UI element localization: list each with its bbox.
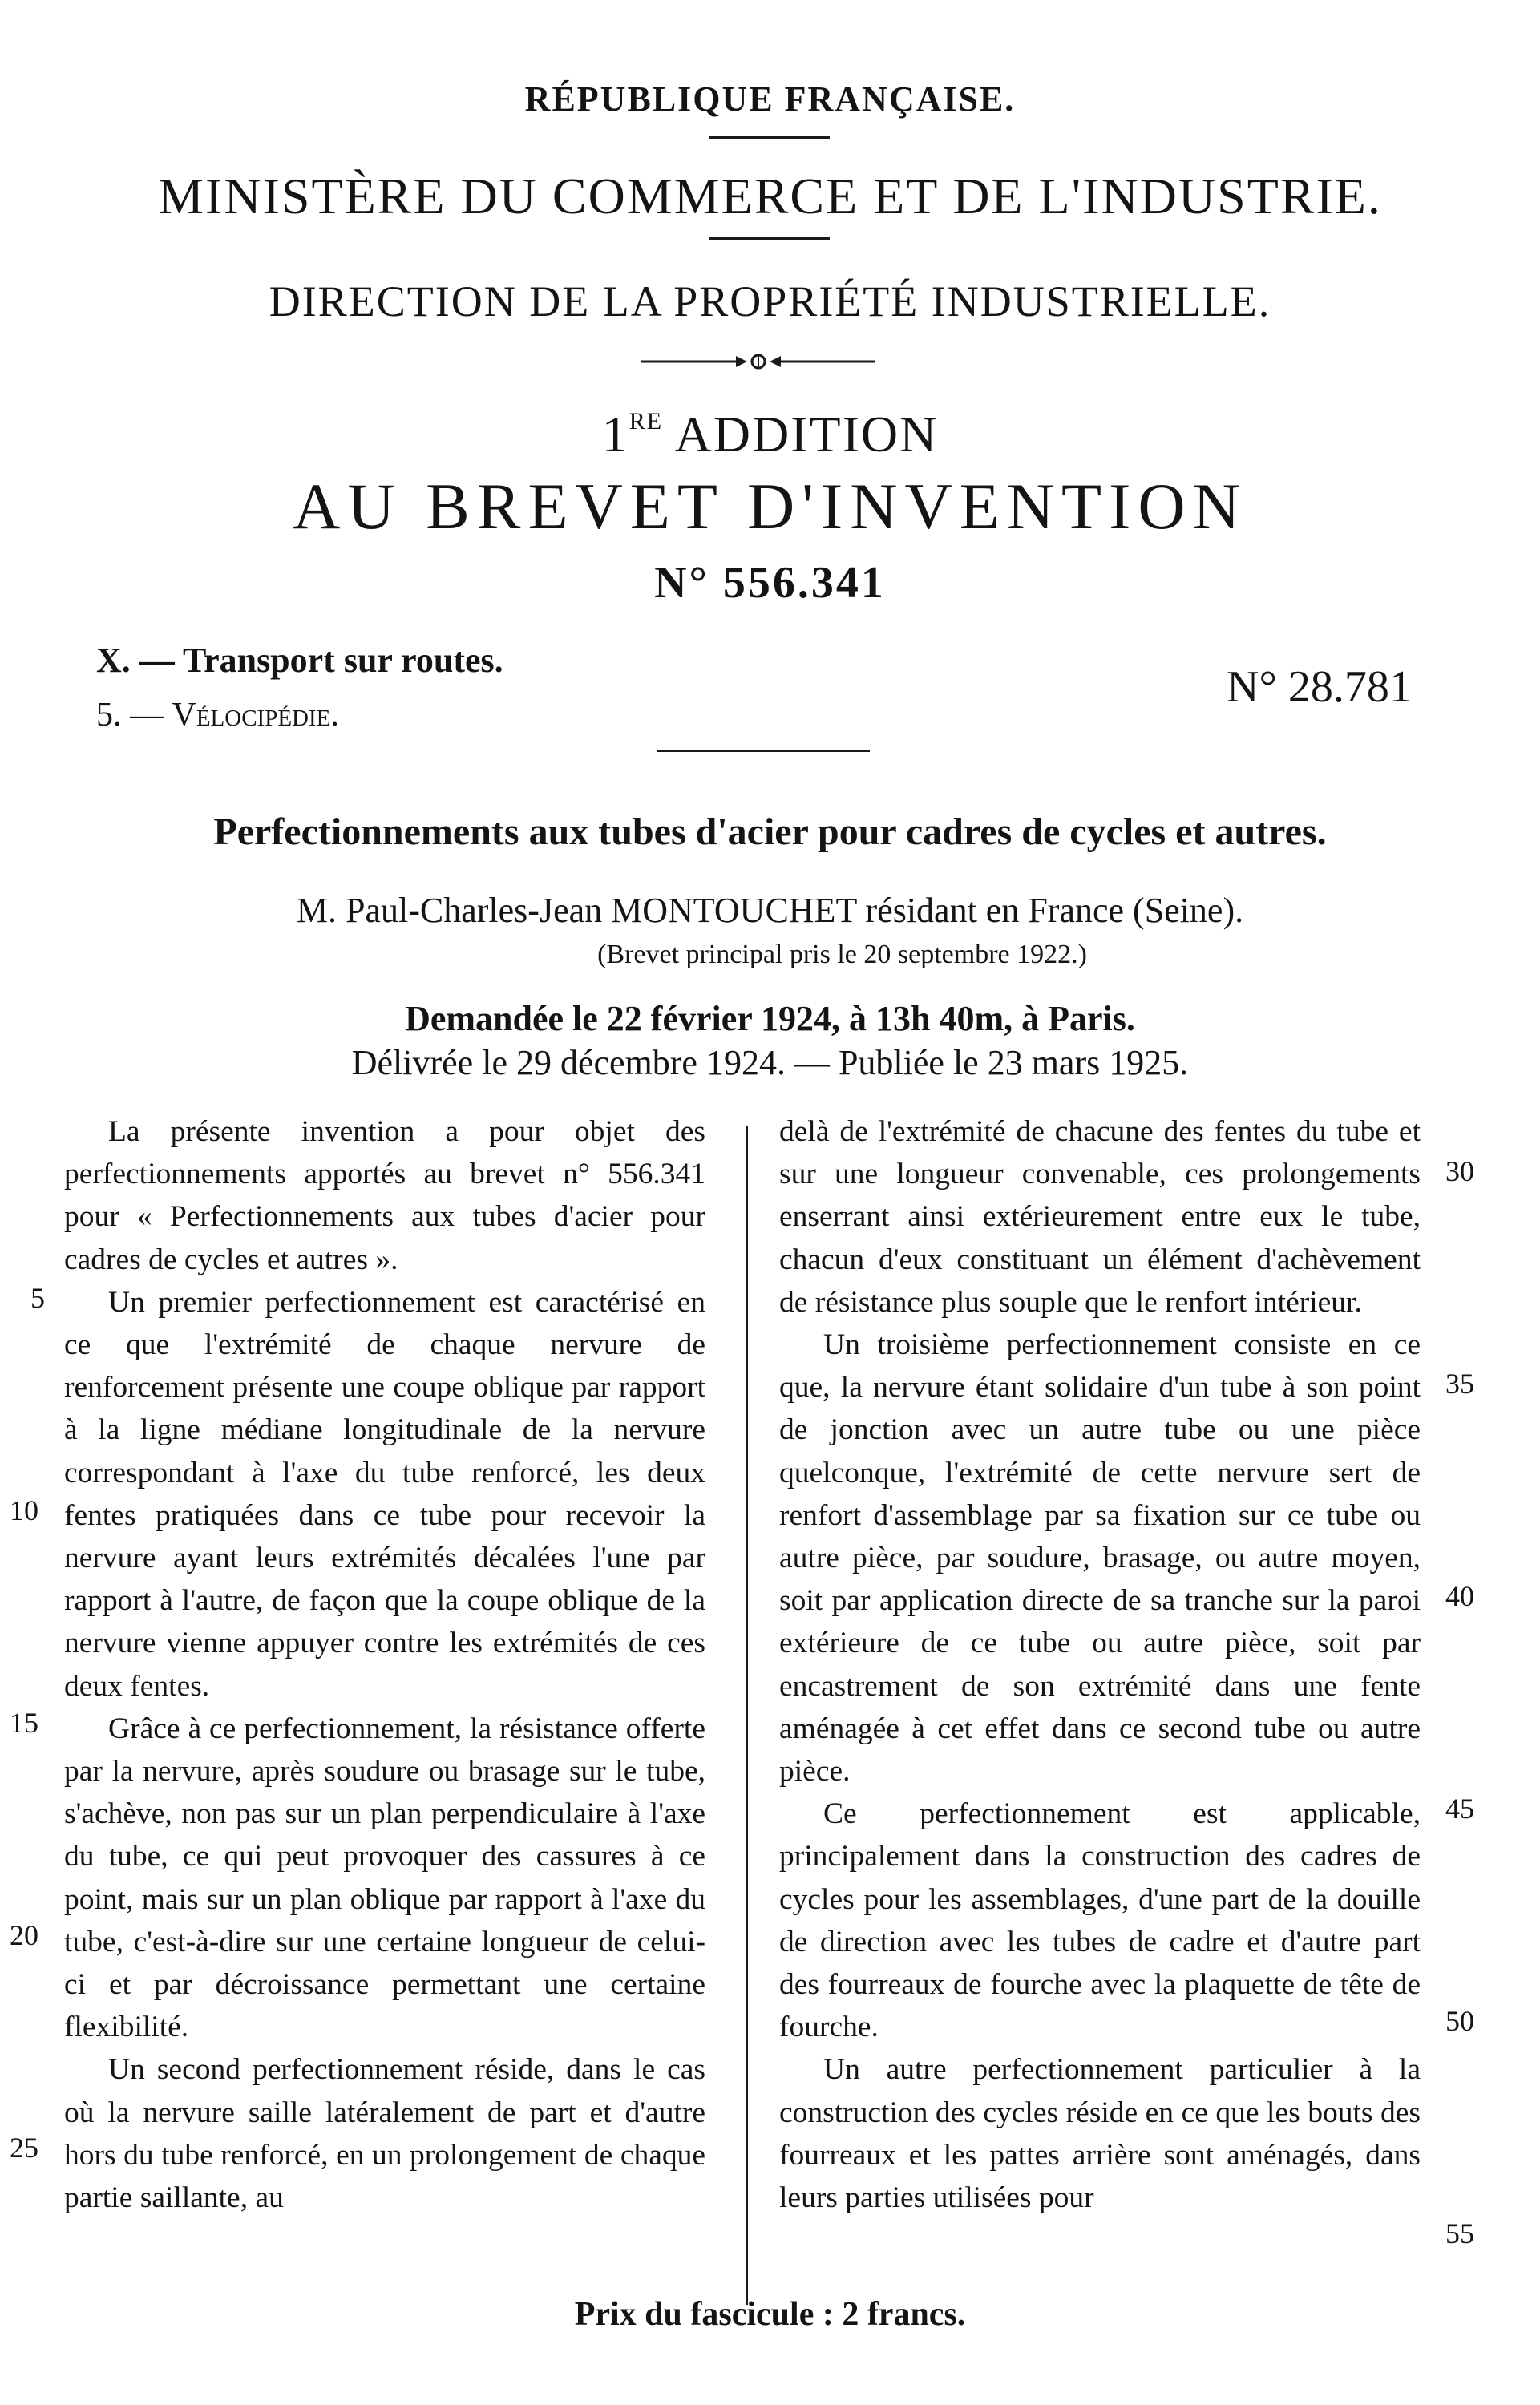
demandee-date: Demandée le 22 février 1924, à 13h 40m, à Paris. [405, 999, 1135, 1038]
body-right-column [779, 1110, 1421, 2219]
line-number: 30 [1445, 1155, 1474, 1187]
body-paragraph: Un troisième perfectionnement consiste en ce que, la nervure étant solidaire d'un tube à son point de jonction avec un autre tube ou une pièce quelconque, l'extrémité de cette nervure sert de renfort d'assemblage par sa fixation sur ce tube ou autre pièce, par soudure, brasage, ou autre moyen, soit par application directe de sa tranche sur la paroi extérieure de ce tube ou autre pièce, soit par encastrement de son extrémité dans une fente aménagée à cet effet dans ce second tube ou autre pièce. [779, 1328, 1421, 1789]
line-number: 55 [1445, 2217, 1474, 2249]
rule-under-ministere [709, 237, 830, 240]
addition-number: 1 [601, 406, 629, 463]
principal-patent-line: (Brevet principal pris le 20 septembre 1922.) [597, 940, 1087, 969]
addition-superscript: RE [629, 408, 664, 435]
ministere-heading: MINISTÈRE DU COMMERCE ET DE L'INDUSTRIE. [158, 168, 1382, 224]
line-number: 35 [1445, 1368, 1474, 1400]
line-number: 40 [1445, 1580, 1474, 1612]
classification-group: X. — Transport sur routes. [96, 641, 503, 680]
brevet-number: N° 556.341 [654, 558, 886, 608]
patent-number: N° 28.781 [1227, 662, 1412, 712]
body-paragraph: delà de l'extrémité de chacune des fentes du tube et sur une longueur convenable, ces prolongements enserrant ainsi extérieurement entre eux le tube, chacun d'eux constituant un élément d'achèvement de résistance plus souple que le renfort intérieur. [779, 1115, 1421, 1319]
brevet-heading: AU BREVET D'INVENTION [293, 470, 1247, 543]
patent-title: Perfectionnements aux tubes d'acier pour cadres de cycles et autres. [213, 810, 1327, 853]
classification-subgroup [96, 696, 339, 734]
body-paragraph: Ce perfectionnement est applicable, principalement dans la construction des cadres de cycles pour les assemblages, d'une part de la douille de direction avec les tubes de cadre et d'autre part des fourreaux de fourche avec la plaquette de tête de fourche. [779, 1797, 1421, 2044]
inventor-line: M. Paul-Charles-Jean MONTOUCHET résidant en France (Seine). [296, 891, 1244, 930]
rule-under-republique [709, 136, 830, 139]
addition-heading [128, 405, 1412, 464]
price-footer: Prix du fascicule : 2 francs. [574, 2296, 966, 2333]
republique-heading: RÉPUBLIQUE FRANÇAISE. [524, 79, 1016, 119]
addition-word: ADDITION [674, 406, 939, 463]
classification-subgroup-prefix: 5. — [96, 697, 172, 734]
body-paragraph: Grâce à ce perfectionnement, la résistance offerte par la nervure, après soudure ou brasage sur le tube, s'achève, non pas sur un plan perpendiculaire à l'axe du tube, ce qui peut provoquer des cassures à ce point, mais sur un plan oblique par rapport à l'axe du tube, c'est-à-dire sur une certaine longueur de celui-ci et par décroissance permettant une certaine flexibilité. [64, 1712, 705, 2044]
body-left-column [64, 1110, 705, 2219]
line-number: 10 [10, 1494, 38, 1526]
line-number: 45 [1445, 1793, 1474, 1825]
line-number: 50 [1445, 2005, 1474, 2037]
delivree-published-dates: Délivrée le 29 décembre 1924. — Publiée le 23 mars 1925. [351, 1043, 1189, 1082]
body-paragraph: Un second perfectionnement réside, dans le cas où la nervure saille latéralement de part et d'autre hors du tube renforcé, en un prolongement de chaque partie saillante, au [64, 2053, 705, 2215]
body-paragraph: Un autre perfectionnement particulier à la construction des cycles réside en ce que les bouts des fourreaux et les pattes arrière sont aménagés, dans leurs parties utilisées pour [779, 2053, 1421, 2215]
body-paragraph: La présente invention a pour objet des perfectionnements apportés au brevet n° 556.341 pour « Perfectionnements aux tubes d'acier pour cadres de cycles et autres ». [64, 1115, 705, 1276]
rule-above-title [657, 750, 870, 752]
ornament-divider [641, 353, 875, 370]
line-number: 15 [10, 1707, 38, 1739]
line-number: 20 [10, 1919, 38, 1951]
direction-heading: DIRECTION DE LA PROPRIÉTÉ INDUSTRIELLE. [269, 277, 1271, 325]
classification-subgroup-name: Vélocipédie. [172, 697, 339, 734]
column-divider [746, 1126, 748, 2305]
line-number: 5 [30, 1282, 45, 1314]
line-number: 25 [10, 2132, 38, 2164]
body-paragraph: Un premier perfectionnement est caractérisé en ce que l'extrémité de chaque nervure de renforcement présente une coupe oblique par rapport à la ligne médiane longitudinale de la nervure correspondant à l'axe du tube renforcé, les deux fentes pratiquées dans ce tube pour recevoir la nervure ayant leurs extrémités décalées l'une par rapport à l'autre, de façon que la coupe oblique de la nervure vienne appuyer contre les extrémités de ces deux fentes. [64, 1285, 705, 1703]
